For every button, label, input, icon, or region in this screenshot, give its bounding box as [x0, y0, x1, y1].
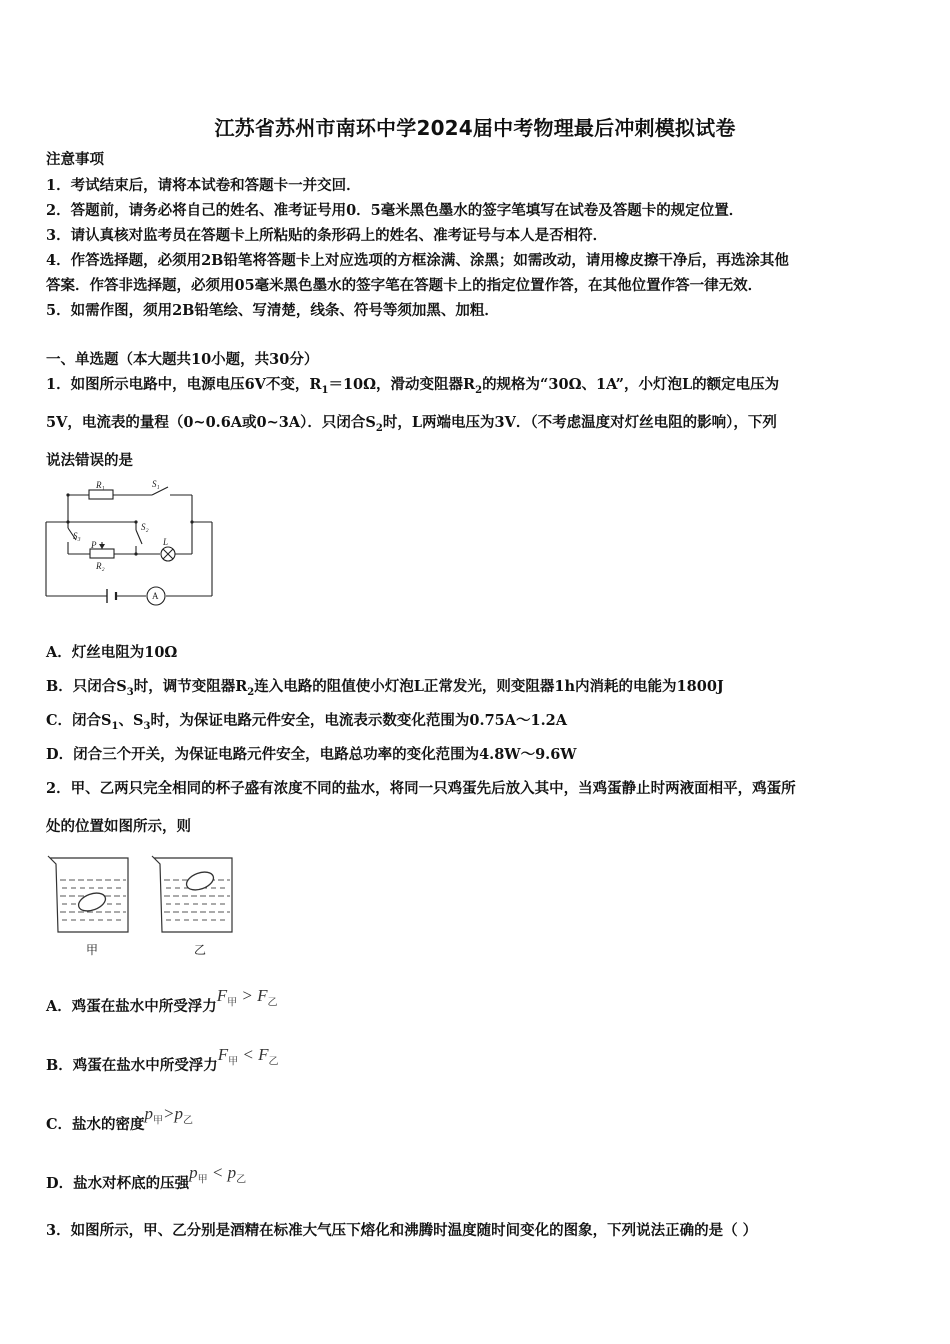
q1-stem-line3: 说法错误的是 — [46, 452, 133, 469]
label-l: L — [163, 537, 169, 547]
notice-item: 4．作答选择题，必须用2B铅笔将答题卡上对应选项的方框涂满、涂黑；如需改动，请用橡皮擦干净后，再选涂其他 — [46, 252, 789, 269]
q2-option-b: B．鸡蛋在盐水中所受浮力$F_甲 < F_乙$ — [46, 1045, 279, 1074]
cup2-label: 乙 — [194, 943, 207, 957]
label-s1: S₁ — [152, 479, 160, 489]
beakers-diagram — [44, 850, 244, 962]
notice-heading: 注意事项 — [46, 151, 104, 168]
page-title: 江苏省苏州市南环中学2024届中考物理最后冲刺模拟试卷 — [214, 116, 736, 140]
section-heading: 一、单选题（本大题共10小题，共30分） — [46, 351, 319, 368]
notice-item: 5．如需作图，须用2B铅笔绘、写清楚，线条、符号等须加黑、加粗． — [46, 302, 499, 319]
label-ammeter: A — [152, 591, 159, 601]
notice-item: 1．考试结束后，请将本试卷和答题卡一并交回． — [46, 177, 361, 194]
label-p: P — [91, 540, 97, 550]
label-r1: R₁ — [96, 480, 105, 490]
q2-option-a: A．鸡蛋在盐水中所受浮力$F_甲 > F_乙$ — [46, 986, 278, 1015]
notice-item: 3．请认真核对监考员在答题卡上所粘贴的条形码上的姓名、准考证号与本人是否相符． — [46, 227, 608, 244]
q1-stem-line1: 1．如图所示电路中，电源电压6V不变，$R_1=10\Omega$，滑动变阻器$R_2$的规格为“30Ω、1A”，小灯泡L的额定电压为 — [46, 376, 780, 396]
q1-option-c: C．闭合$S_1$、$S_3$时，为保证电路元件安全，电流表示数变化范围为0.75A～1.2A — [46, 712, 567, 732]
q1-option-b: B．只闭合$S_3$时，调节变阻器$R_2$连入电路的阻值使小灯泡L正常发光，则变阻器1h内消耗的电能为1800J — [46, 678, 724, 698]
cup1-label: 甲 — [86, 943, 99, 957]
q2-stem-line2: 处的位置如图所示，则 — [46, 818, 191, 835]
q1-stem-line2: 5V，电流表的量程（0~0.6A或0~3A）．只闭合$S_2$时，L两端电压为3V．（不考虑温度对灯丝电阻的影响），下列 — [46, 414, 777, 434]
circuit-diagram — [44, 478, 216, 608]
q1-option-a: A．灯丝电阻为10Ω — [46, 644, 178, 661]
q3-stem-line1: 3．如图所示，甲、乙分别是酒精在标准大气压下熔化和沸腾时温度随时间变化的图象，下列说法正确的是（ ） — [46, 1222, 758, 1239]
q2-option-c: C．盐水的密度$p_甲>p_乙$ — [46, 1104, 194, 1133]
label-r2: R₂ — [96, 561, 105, 571]
egg-in-cup2 — [184, 869, 216, 894]
notice-item: 2．答题前，请务必将自己的姓名、准考证号用0．5毫米黑色墨水的签字笔填写在试卷及答题卡的规定位置． — [46, 202, 744, 219]
q1-option-d: D．闭合三个开关，为保证电路元件安全，电路总功率的变化范围为4.8W～9.6W — [46, 746, 577, 763]
label-s2: S₂ — [141, 522, 149, 532]
label-s3: S₃ — [73, 531, 81, 541]
egg-in-cup1 — [76, 890, 108, 915]
q2-option-d: D．盐水对杯底的压强$p_甲 < p_乙$ — [46, 1163, 247, 1192]
q2-stem-line1: 2．甲、乙两只完全相同的杯子盛有浓度不同的盐水，将同一只鸡蛋先后放入其中，当鸡蛋静止时两液面相平，鸡蛋所 — [46, 780, 796, 797]
notice-item: 答案．作答非选择题，必须用05毫米黑色墨水的签字笔在答题卡上的指定位置作答，在其他位置作答一律无效． — [46, 277, 763, 294]
